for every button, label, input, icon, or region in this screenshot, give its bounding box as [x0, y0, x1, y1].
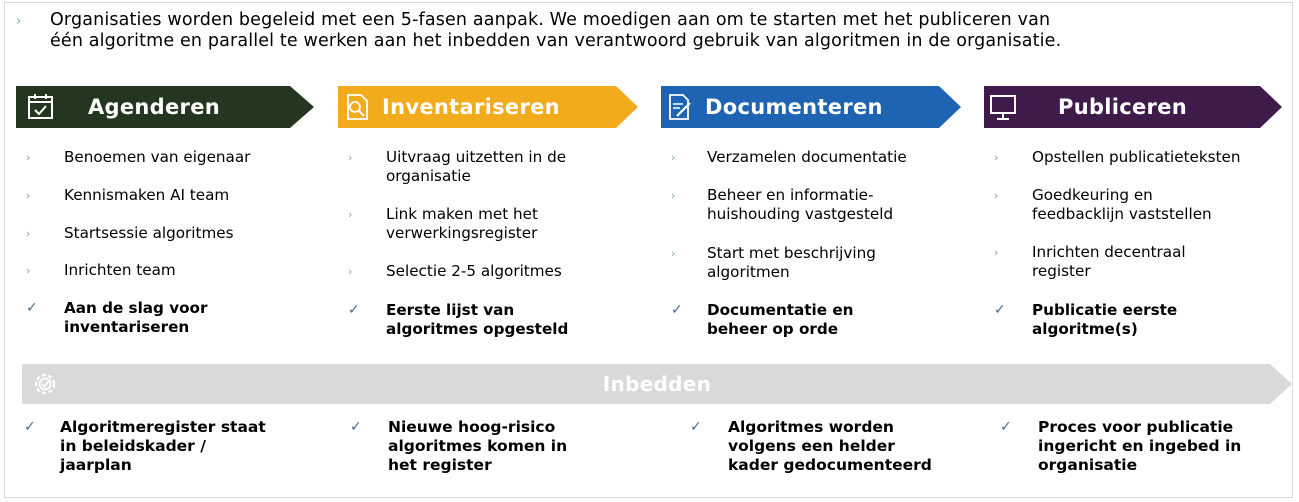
result-line-1: Eerste lijst van	[386, 301, 515, 319]
bullet: ›	[26, 151, 31, 164]
item-text-line-1: Beheer en informatie-	[707, 186, 874, 204]
phase-agenderen-arrow	[16, 86, 314, 128]
bullet: ›	[994, 246, 999, 259]
magnifier-document-icon	[342, 92, 372, 122]
bullet: ›	[348, 208, 353, 221]
check-icon: ✓	[26, 300, 38, 316]
monitor-icon	[988, 92, 1018, 122]
intro-line-2: één algoritme en parallel te werken aan het inbedden van verantwoord gebruik van algoritmen in de organisatie.	[50, 31, 1062, 51]
check-icon: ✓	[671, 302, 683, 318]
phase-title: Agenderen	[88, 95, 221, 119]
result-line-2: algoritmes opgesteld	[386, 320, 569, 338]
check-icon: ✓	[348, 302, 360, 318]
phase-title: Publiceren	[1058, 95, 1188, 119]
document-edit-icon	[665, 92, 695, 122]
item-text-line-2: organisatie	[386, 167, 471, 185]
bullet: ›	[26, 227, 31, 240]
item-text-line-1: Goedkeuring en	[1032, 186, 1153, 204]
intro	[16, 10, 1286, 52]
check-icon: ✓	[350, 419, 362, 435]
bullet: ›	[348, 151, 353, 164]
item-text: Verzamelen documentatie	[707, 148, 907, 166]
result-line-2: in beleidskader /	[60, 437, 206, 455]
result-line-1: Aan de slag voor	[64, 299, 208, 317]
intro-text	[50, 10, 1286, 52]
item-text: Benoemen van eigenaar	[64, 148, 251, 166]
result-line-1: Publicatie eerste	[1032, 301, 1178, 319]
item-text: Inrichten team	[64, 261, 176, 279]
item-text-line-2: feedbacklijn vaststellen	[1032, 205, 1212, 223]
item-text-line-1: Uitvraag uitzetten in de	[386, 148, 567, 166]
phase-publiceren-arrow	[984, 86, 1282, 128]
bullet: ›	[348, 265, 353, 278]
inbedden-title: Inbedden	[602, 372, 712, 396]
result-line-2: volgens een helder	[728, 437, 895, 455]
bullet: ›	[671, 151, 676, 164]
result-line-2: inventariseren	[64, 318, 190, 336]
result-line-3: organisatie	[1038, 456, 1138, 474]
result-line-3: kader gedocumenteerd	[728, 456, 932, 474]
result-line-2: algoritme(s)	[1032, 320, 1138, 338]
inbedden-arrow	[22, 364, 1292, 404]
intro-bullet: ›	[16, 14, 22, 29]
check-icon: ✓	[1000, 419, 1012, 435]
bullet: ›	[994, 151, 999, 164]
item-text-line-1: Start met beschrijving	[707, 244, 876, 262]
result-line-1: Documentatie en	[707, 301, 854, 319]
intro-line-1: Organisaties worden begeleid met een 5-fasen aanpak. We moedigen aan om te starten met het publiceren van	[50, 10, 1051, 30]
item-text-line-2: huishouding vastgesteld	[707, 205, 894, 223]
bullet: ›	[671, 247, 676, 260]
calendar-check-icon	[26, 92, 56, 122]
bullet: ›	[994, 189, 999, 202]
result-line-2: ingericht en ingebed in	[1038, 437, 1242, 455]
result-line-1: Algoritmeregister staat	[60, 418, 266, 436]
item-text: Startsessie algoritmes	[64, 224, 234, 242]
phase-inventariseren-arrow	[338, 86, 638, 128]
result-line-3: jaarplan	[60, 456, 132, 474]
item-text-line-2: algoritmen	[707, 263, 790, 281]
phase-title: Documenteren	[705, 95, 883, 119]
result-line-2: algoritmes komen in	[388, 437, 568, 455]
result-line-2: beheer op orde	[707, 320, 839, 338]
item-text: Kennismaken AI team	[64, 186, 230, 204]
result-line-1: Nieuwe hoog-risico	[388, 418, 556, 436]
result-line-1: Algoritmes worden	[728, 418, 894, 436]
bullet: ›	[671, 189, 676, 202]
check-icon: ✓	[994, 302, 1006, 318]
result-line-3: het register	[388, 456, 492, 474]
item-text-line-2: register	[1032, 262, 1091, 280]
phase-documenteren-arrow	[661, 86, 961, 128]
check-icon: ✓	[690, 419, 702, 435]
result-line-1: Proces voor publicatie	[1038, 418, 1234, 436]
item-text-line-1: Link maken met het	[386, 205, 538, 223]
item-text: Opstellen publicatieteksten	[1032, 148, 1241, 166]
item-text-line-1: Inrichten decentraal	[1032, 243, 1186, 261]
item-text-line-2: verwerkingsregister	[386, 224, 538, 242]
check-icon: ✓	[24, 419, 36, 435]
item-text: Selectie 2-5 algoritmes	[386, 262, 562, 280]
phase-title: Inventariseren	[382, 95, 560, 119]
bullet: ›	[26, 264, 31, 277]
bullet: ›	[26, 189, 31, 202]
